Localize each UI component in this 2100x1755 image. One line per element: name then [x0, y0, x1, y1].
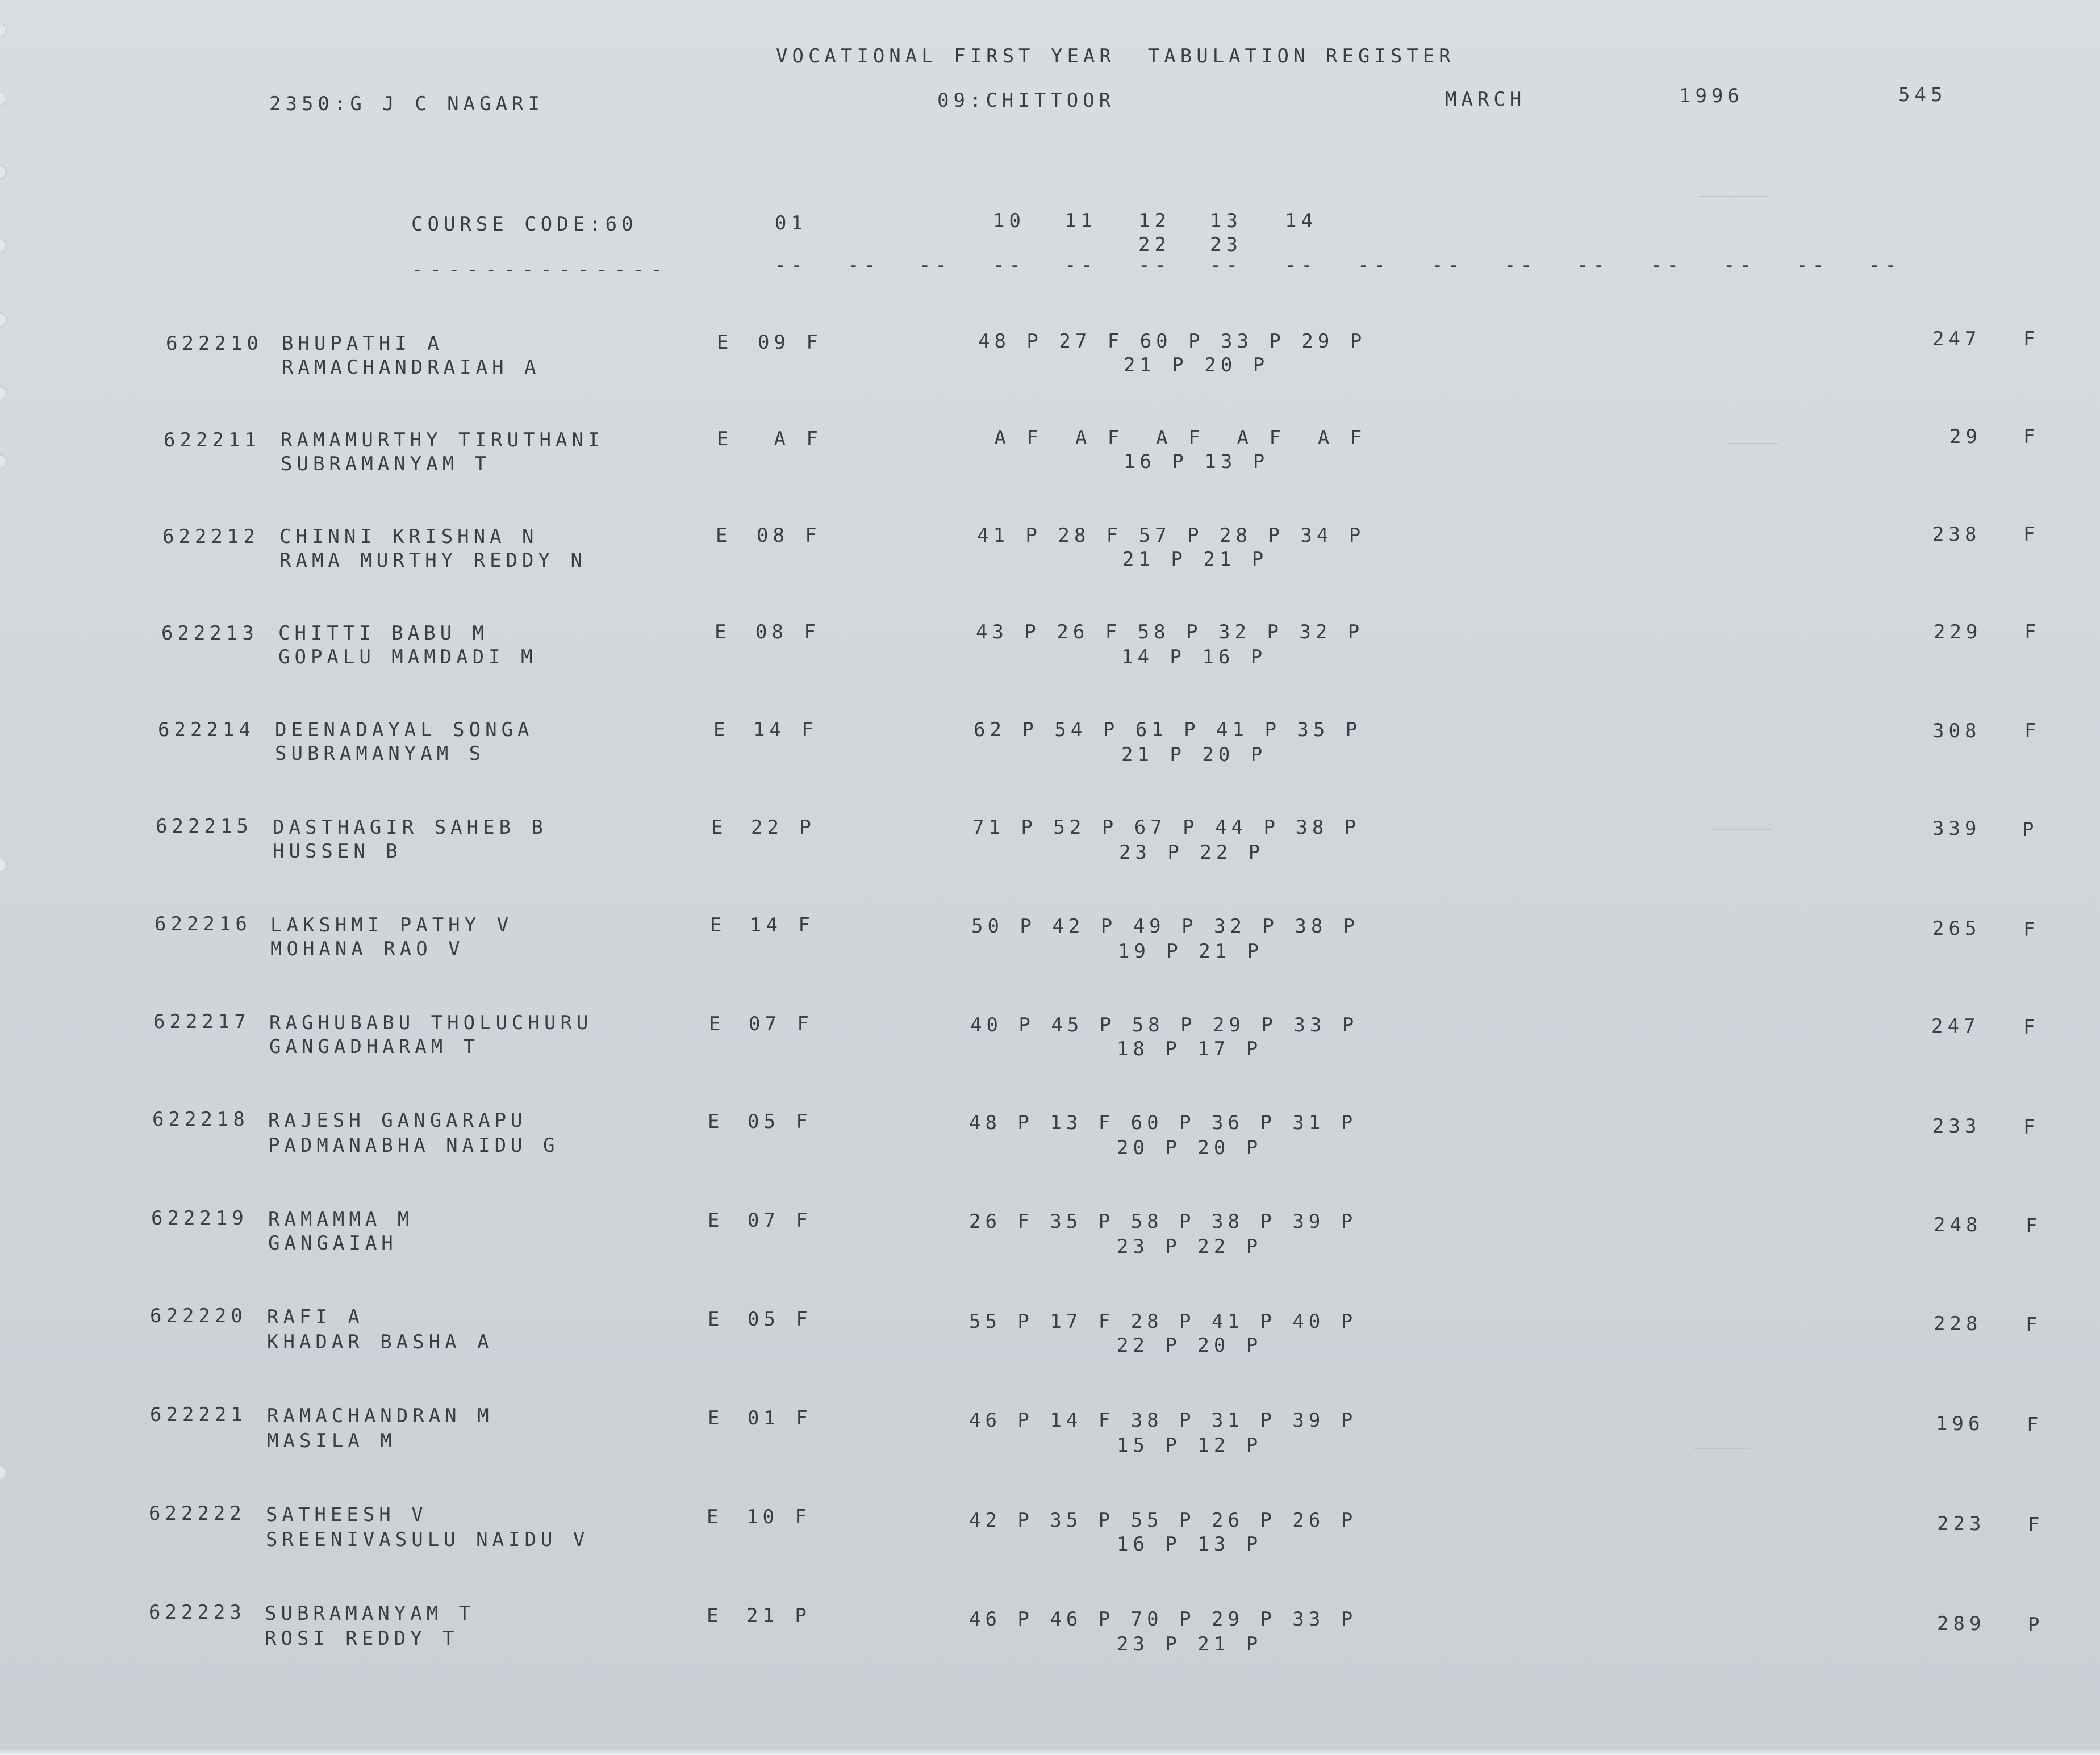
medium: E — [708, 1407, 724, 1430]
course-code-underline: -------------- — [411, 258, 670, 281]
father-name: PADMANABHA NAIDU G — [268, 1134, 560, 1157]
column-dash: -- — [775, 254, 807, 277]
hall-ticket-number: 622213 — [161, 622, 258, 645]
register-title: VOCATIONAL FIRST YEAR TABULATION REGISTER — [776, 45, 1455, 68]
total-marks: 223 — [1937, 1512, 1986, 1535]
column-dash: -- — [919, 254, 951, 277]
father-name: SREENIVASULU NAIDU V — [266, 1528, 590, 1551]
result-code: F — [2026, 1215, 2042, 1238]
result-code: F — [2027, 1414, 2043, 1436]
subject-01-marks: 07 F — [749, 1013, 813, 1035]
father-name: GOPALU MAMDADI M — [278, 646, 537, 668]
student-name: RAJESH GANGARAPU — [268, 1109, 527, 1132]
medium: E — [710, 914, 727, 937]
subject-01-marks: 14 F — [753, 718, 818, 741]
subject-01-marks: 01 F — [748, 1407, 812, 1430]
subject-01-marks: 05 F — [748, 1308, 812, 1331]
hall-ticket-number: 622219 — [151, 1207, 248, 1230]
subject-marks-row1: 26 F 35 P 58 P 38 P 39 P — [969, 1210, 1358, 1233]
col-heading-22: 22 — [1138, 233, 1171, 256]
course-code-heading: COURSE CODE:60 — [411, 213, 638, 236]
hall-ticket-number: 622211 — [164, 429, 261, 452]
subject-01-marks: 08 F — [757, 524, 821, 547]
subject-01-marks: 05 F — [748, 1110, 812, 1133]
student-name: RAMACHANDRAN M — [267, 1405, 494, 1427]
result-code: F — [2028, 1514, 2044, 1536]
subject-01-marks: A F — [758, 428, 823, 450]
subject-marks-row1: 46 P 14 F 38 P 31 P 39 P — [969, 1409, 1358, 1432]
total-marks: 265 — [1932, 917, 1981, 940]
subject-01-marks: 09 F — [758, 331, 823, 354]
col-heading-13: 13 — [1210, 210, 1242, 232]
medium: E — [708, 1209, 724, 1232]
hall-ticket-number: 622221 — [150, 1403, 247, 1426]
subject-marks-row1: 43 P 26 F 58 P 32 P 32 P — [976, 621, 1364, 644]
exam-year: 1996 — [1679, 85, 1744, 107]
subject-01-marks: 08 F — [755, 621, 820, 644]
col-heading-10: 10 — [993, 210, 1025, 232]
college-code: 2350:G J C NAGARI — [269, 93, 544, 115]
column-dash: -- — [1138, 254, 1171, 277]
father-name: RAMA MURTHY REDDY N — [279, 549, 587, 572]
subject-marks-row1: 48 P 13 F 60 P 36 P 31 P — [969, 1112, 1358, 1134]
subject-marks-row1: 41 P 28 F 57 P 28 P 34 P — [977, 524, 1366, 547]
student-name: CHINNI KRISHNA N — [279, 525, 538, 548]
student-name: BHUPATHI A — [282, 332, 444, 355]
student-name: CHITTI BABU M — [278, 622, 489, 645]
hall-ticket-number: 622215 — [156, 815, 253, 838]
total-marks: 238 — [1932, 523, 1981, 546]
hall-ticket-number: 622214 — [158, 718, 255, 741]
father-name: MOHANA RAO V — [270, 938, 465, 960]
father-name: KHADAR BASHA A — [267, 1331, 494, 1353]
total-marks: 339 — [1932, 817, 1981, 840]
medium: E — [711, 816, 728, 839]
column-dash: -- — [1431, 254, 1464, 277]
result-code: F — [2023, 1116, 2040, 1139]
subject-marks-row2: 23 P 22 P — [1119, 841, 1265, 864]
total-marks: 228 — [1934, 1313, 1982, 1335]
student-name: RAFI A — [267, 1306, 364, 1328]
subject-marks-row2: 23 P 22 P — [1117, 1235, 1263, 1258]
medium: E — [713, 718, 730, 741]
subject-marks-row2: 14 P 16 P — [1121, 646, 1267, 668]
exam-month: MARCH — [1445, 88, 1526, 111]
hall-ticket-number: 622222 — [149, 1502, 246, 1525]
col-heading-11: 11 — [1064, 210, 1097, 232]
father-name: ROSI REDDY T — [265, 1627, 459, 1650]
subject-01-marks: 10 F — [746, 1506, 811, 1528]
column-dash: -- — [1869, 254, 1901, 277]
medium: E — [717, 428, 733, 450]
hall-ticket-number: 622212 — [162, 525, 260, 548]
subject-marks-row1: A F A F A F A F A F — [978, 427, 1367, 449]
medium: E — [708, 1110, 724, 1133]
medium: E — [709, 1013, 725, 1035]
father-name: SUBRAMANYAM S — [275, 742, 486, 765]
result-code: F — [2023, 523, 2040, 546]
total-marks: 248 — [1934, 1214, 1982, 1236]
result-code: P — [2028, 1614, 2044, 1636]
subject-marks-row2: 16 P 13 P — [1124, 450, 1270, 473]
column-dash: -- — [1210, 254, 1242, 277]
subject-marks-row2: 21 P 21 P — [1122, 548, 1268, 571]
father-name: GANGADHARAM T — [269, 1035, 480, 1058]
subject-01-marks: 07 F — [748, 1209, 812, 1232]
col-heading-01: 01 — [775, 212, 807, 235]
student-name: RAGHUBABU THOLUCHURU — [269, 1012, 593, 1034]
subject-marks-row2: 19 P 21 P — [1118, 940, 1264, 963]
hall-ticket-number: 622210 . — [166, 332, 295, 355]
column-dash: -- — [1796, 254, 1828, 277]
column-dash: -- — [1358, 254, 1390, 277]
subject-marks-row1: 46 P 46 P 70 P 29 P 33 P — [969, 1608, 1358, 1631]
column-dash: -- — [1064, 254, 1097, 277]
medium: E — [707, 1506, 723, 1528]
subject-marks-row1: 40 P 45 P 58 P 29 P 33 P — [970, 1014, 1359, 1037]
medium: E — [707, 1604, 723, 1627]
subject-01-marks: 22 P — [751, 816, 816, 839]
father-name: RAMACHANDRAIAH A — [282, 356, 541, 379]
subject-marks-row2: 16 P 13 P — [1117, 1533, 1263, 1556]
page-number: 545 — [1898, 83, 1947, 106]
column-dash: -- — [847, 254, 880, 277]
subject-marks-row2: 23 P 21 P — [1117, 1633, 1263, 1656]
subject-marks-row1: 71 P 52 P 67 P 44 P 38 P — [972, 816, 1361, 839]
total-marks: 196 — [1936, 1413, 1985, 1435]
subject-marks-row1: 50 P 42 P 49 P 32 P 38 P — [971, 915, 1360, 938]
hall-ticket-number: 622216 — [155, 913, 252, 935]
subject-marks-row2: 21 P 20 P — [1124, 354, 1270, 377]
result-code: P — [2022, 818, 2039, 841]
subject-marks-row1: 55 P 17 F 28 P 41 P 40 P — [969, 1310, 1358, 1333]
student-name: RAMAMURTHY TIRUTHANI — [281, 429, 604, 452]
hall-ticket-number: 622217 — [153, 1010, 251, 1033]
student-name: RAMAMMA M — [268, 1208, 414, 1231]
result-code: F — [2026, 1314, 2042, 1336]
total-marks: 229 — [1934, 621, 1982, 644]
total-marks: 289 — [1937, 1612, 1986, 1635]
result-code: F — [2024, 621, 2041, 644]
subject-marks-row2: 21 P 20 P — [1121, 743, 1267, 766]
subject-marks-row1: 42 P 35 P 55 P 26 P 26 P — [969, 1509, 1358, 1532]
sheet-bottom-edge — [0, 1747, 2100, 1755]
medium: E — [715, 621, 731, 644]
father-name: SUBRAMANYAM T — [281, 453, 491, 475]
column-dash: -- — [1723, 254, 1756, 277]
student-name: LAKSHMI PATHY V — [270, 914, 513, 937]
total-marks: 247 — [1931, 1015, 1980, 1038]
column-dash: -- — [993, 254, 1025, 277]
result-code: F — [2023, 328, 2040, 350]
result-code: F — [2023, 918, 2040, 941]
student-name: DASTHAGIR SAHEB B — [273, 816, 548, 839]
subject-marks-row2: 22 P 20 P — [1117, 1334, 1263, 1357]
result-code: F — [2023, 425, 2040, 448]
father-name: MASILA M — [267, 1430, 396, 1452]
column-dash: -- — [1577, 254, 1609, 277]
subject-marks-row1: 62 P 54 P 61 P 41 P 35 P — [974, 718, 1362, 741]
student-name: DEENADAYAL SONGA — [275, 718, 534, 741]
hall-ticket-number: 622223 — [149, 1601, 246, 1624]
medium: E — [716, 524, 732, 547]
subject-marks-row2: 20 P 20 P — [1117, 1136, 1263, 1159]
hall-ticket-number: 622218 — [152, 1108, 249, 1131]
col-heading-12: 12 — [1138, 210, 1171, 232]
father-name: GANGAIAH — [268, 1232, 398, 1255]
student-name: SATHEESH V — [266, 1503, 428, 1526]
subject-marks-row1: 48 P 27 F 60 P 33 P 29 P — [978, 330, 1367, 353]
medium: E — [717, 331, 733, 354]
result-code: F — [2024, 720, 2041, 742]
result-code: F — [2023, 1016, 2040, 1039]
total-marks: 29 — [1949, 425, 1982, 448]
hall-ticket-number: 622220 — [150, 1305, 247, 1327]
column-dash: -- — [1285, 254, 1317, 277]
col-heading-23: 23 — [1210, 233, 1242, 256]
column-dash: -- — [1651, 254, 1683, 277]
father-name: HUSSEN B — [273, 840, 402, 863]
subject-01-marks: 14 F — [750, 914, 815, 937]
district-code: 09:CHITTOOR — [937, 89, 1116, 112]
medium: E — [708, 1308, 724, 1331]
subject-marks-row2: 18 P 17 P — [1117, 1038, 1263, 1060]
total-marks: 308 — [1932, 720, 1981, 742]
col-heading-14: 14 — [1285, 210, 1317, 232]
column-dash: -- — [1504, 254, 1537, 277]
subject-01-marks: 21 P — [746, 1604, 811, 1627]
student-name: SUBRAMANYAM T — [265, 1602, 475, 1625]
total-marks: 247 — [1932, 328, 1981, 350]
subject-marks-row2: 15 P 12 P — [1117, 1434, 1263, 1457]
total-marks: 233 — [1932, 1115, 1981, 1138]
